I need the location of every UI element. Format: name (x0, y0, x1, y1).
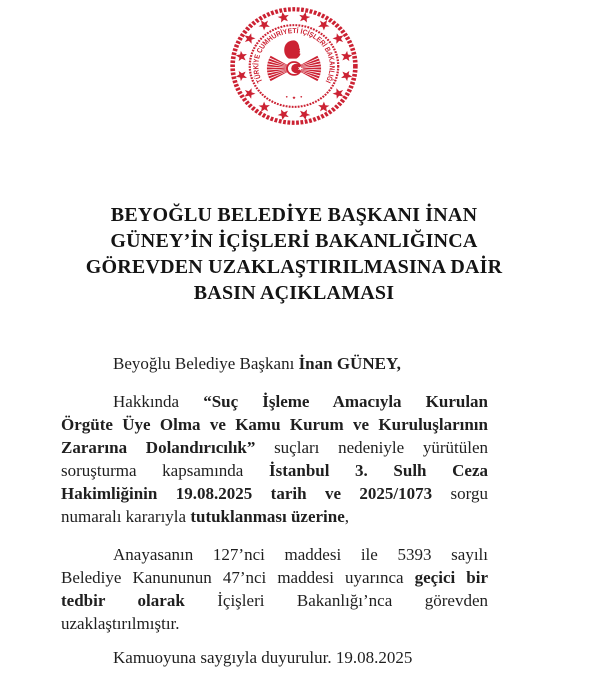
text-run: Hakkında (113, 392, 204, 411)
seal-ring-text: TÜRKİYE CUMHURİYETİ İÇİŞLERİ BAKANLIĞI (250, 26, 338, 85)
paragraph (61, 646, 488, 669)
title-line: BASIN AÇIKLAMASI (193, 282, 395, 304)
title-line: GÖREVDEN UZAKLAŞTIRILMASINA DAİR (85, 256, 503, 278)
text-run: İçişleri Bakanlığı’nca görevden (184, 591, 488, 610)
text-run: “Suç İşleme Amacıyla Kurulan (203, 392, 489, 411)
text-run: Belediye Kanununun 47’nci maddesi uyarınca (61, 568, 415, 587)
text-run: suçları nedeniyle yürütülen (255, 438, 488, 457)
text-run: uzaklaştırılmıştır. (61, 614, 180, 633)
press-body (61, 352, 488, 669)
text-run: tedbir olarak (61, 591, 185, 610)
title-line: BEYOĞLU BELEDİYE BAŞKANI İNAN (110, 204, 478, 226)
text-run: İstanbul 3. Sulh Ceza (268, 461, 488, 480)
text-line (61, 589, 488, 612)
text-run: İnan GÜNEY, (298, 354, 401, 373)
text-line (61, 612, 488, 635)
text-line (61, 646, 488, 669)
text-run: Anayasanın 127’nci maddesi ile 5393 sayılı (113, 545, 488, 564)
text-line (61, 436, 488, 459)
press-release-page (0, 5, 600, 674)
text-run: Hakimliğinin 19.08.2025 tarih ve 2025/1073 (61, 484, 433, 503)
paragraph (61, 352, 488, 375)
text-line (61, 482, 488, 505)
press-title (8, 202, 580, 306)
text-run: Beyoğlu Belediye Başkanı (113, 354, 299, 373)
text-run: , (344, 507, 350, 526)
text-run: soruşturma kapsamında (61, 461, 269, 480)
crescent-star-icon (286, 61, 303, 76)
text-line (61, 352, 488, 375)
text-line (61, 459, 488, 482)
text-run: Örgüte Üye Olma ve Kamu Kurum ve Kuruluşlarının (61, 415, 488, 434)
text-line (61, 390, 488, 413)
text-run: tutuklanması üzerine (190, 507, 345, 526)
seal-bottom-ornament-icon (286, 96, 302, 99)
text-run: Kamuoyuna saygıyla duyurulur. 19.08.2025 (113, 648, 413, 667)
text-line (61, 505, 488, 528)
text-run: geçici bir (414, 568, 488, 587)
ataturk-silhouette-icon (284, 40, 300, 58)
text-run: sorgu (432, 484, 488, 503)
ministry-seal (228, 5, 360, 127)
text-run: Zararına Dolandırıcılık” (61, 438, 256, 457)
paragraph (61, 543, 488, 635)
text-line (61, 413, 488, 436)
text-line (61, 543, 488, 566)
text-line (61, 566, 488, 589)
tr-interior-ministry-seal-icon (228, 5, 360, 127)
paragraph (61, 390, 488, 528)
title-line: GÜNEY’İN İÇİŞLERİ BAKANLIĞINCA (110, 230, 478, 252)
text-run: numaralı kararıyla (61, 507, 191, 526)
